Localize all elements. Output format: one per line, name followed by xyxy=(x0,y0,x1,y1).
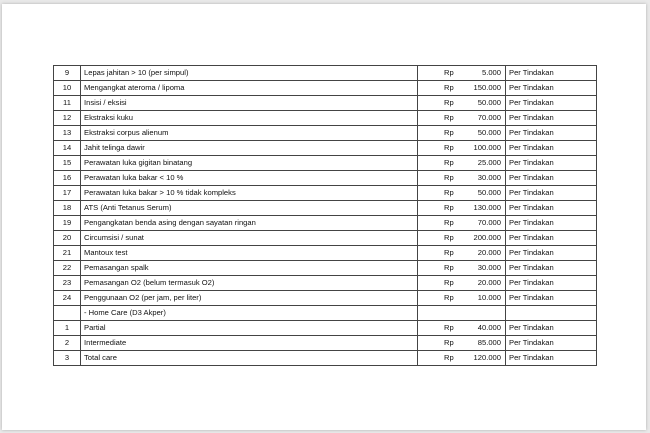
unit-cell xyxy=(506,306,597,321)
unit-cell: Per Tindakan xyxy=(506,351,597,366)
currency-cell: Rp xyxy=(418,231,465,246)
service-description-cell: - Home Care (D3 Akper) xyxy=(81,306,418,321)
row-number-cell: 15 xyxy=(54,156,81,171)
row-number-cell: 22 xyxy=(54,261,81,276)
currency-cell: Rp xyxy=(418,96,465,111)
service-description-cell: Perawatan luka bakar > 10 % tidak kompleks xyxy=(81,186,418,201)
row-number-cell: 24 xyxy=(54,291,81,306)
table-row xyxy=(54,141,597,156)
tariff-table xyxy=(53,65,597,366)
row-number-cell: 18 xyxy=(54,201,81,216)
row-number-cell: 9 xyxy=(54,66,81,81)
document-page xyxy=(2,4,646,430)
row-number-cell: 23 xyxy=(54,276,81,291)
amount-cell: 50.000 xyxy=(464,96,506,111)
table-row xyxy=(54,306,597,321)
currency-cell: Rp xyxy=(418,216,465,231)
service-description-cell: Ekstraksi kuku xyxy=(81,111,418,126)
row-number-cell xyxy=(54,306,81,321)
currency-cell: Rp xyxy=(418,66,465,81)
table-row xyxy=(54,321,597,336)
table-row xyxy=(54,96,597,111)
unit-cell: Per Tindakan xyxy=(506,96,597,111)
unit-cell: Per Tindakan xyxy=(506,231,597,246)
unit-cell: Per Tindakan xyxy=(506,186,597,201)
unit-cell: Per Tindakan xyxy=(506,291,597,306)
amount-cell: 85.000 xyxy=(464,336,506,351)
table-row xyxy=(54,261,597,276)
row-number-cell: 21 xyxy=(54,246,81,261)
row-number-cell: 17 xyxy=(54,186,81,201)
service-description-cell: Circumsisi / sunat xyxy=(81,231,418,246)
table-row xyxy=(54,276,597,291)
service-description-cell: Total care xyxy=(81,351,418,366)
amount-cell: 25.000 xyxy=(464,156,506,171)
service-description-cell: Pengangkatan benda asing dengan sayatan ringan xyxy=(81,216,418,231)
table-row xyxy=(54,81,597,96)
currency-cell: Rp xyxy=(418,111,465,126)
currency-cell: Rp xyxy=(418,336,465,351)
amount-cell: 20.000 xyxy=(464,246,506,261)
table-row xyxy=(54,126,597,141)
service-description-cell: Ekstraksi corpus alienum xyxy=(81,126,418,141)
service-description-cell: Pemasangan O2 (belum termasuk O2) xyxy=(81,276,418,291)
unit-cell: Per Tindakan xyxy=(506,261,597,276)
amount-cell: 40.000 xyxy=(464,321,506,336)
table-row xyxy=(54,231,597,246)
service-description-cell: Penggunaan O2 (per jam, per liter) xyxy=(81,291,418,306)
currency-cell: Rp xyxy=(418,81,465,96)
table-row xyxy=(54,246,597,261)
amount-cell: 130.000 xyxy=(464,201,506,216)
row-number-cell: 16 xyxy=(54,171,81,186)
unit-cell: Per Tindakan xyxy=(506,321,597,336)
amount-cell: 30.000 xyxy=(464,171,506,186)
currency-cell: Rp xyxy=(418,186,465,201)
currency-cell: Rp xyxy=(418,351,465,366)
table-row xyxy=(54,66,597,81)
service-description-cell: Jahit telinga dawir xyxy=(81,141,418,156)
unit-cell: Per Tindakan xyxy=(506,276,597,291)
amount-cell: 50.000 xyxy=(464,186,506,201)
unit-cell: Per Tindakan xyxy=(506,171,597,186)
amount-cell: 20.000 xyxy=(464,276,506,291)
row-number-cell: 2 xyxy=(54,336,81,351)
amount-cell: 10.000 xyxy=(464,291,506,306)
service-description-cell: Perawatan luka bakar < 10 % xyxy=(81,171,418,186)
amount-cell: 150.000 xyxy=(464,81,506,96)
unit-cell: Per Tindakan xyxy=(506,81,597,96)
row-number-cell: 3 xyxy=(54,351,81,366)
row-number-cell: 10 xyxy=(54,81,81,96)
unit-cell: Per Tindakan xyxy=(506,246,597,261)
unit-cell: Per Tindakan xyxy=(506,66,597,81)
tariff-table-body xyxy=(54,66,597,366)
service-description-cell: Pemasangan spalk xyxy=(81,261,418,276)
amount-cell: 200.000 xyxy=(464,231,506,246)
service-description-cell: Mengangkat ateroma / lipoma xyxy=(81,81,418,96)
currency-cell: Rp xyxy=(418,156,465,171)
service-description-cell: Perawatan luka gigitan binatang xyxy=(81,156,418,171)
currency-cell: Rp xyxy=(418,246,465,261)
unit-cell: Per Tindakan xyxy=(506,216,597,231)
amount-cell: 50.000 xyxy=(464,126,506,141)
amount-cell: 5.000 xyxy=(464,66,506,81)
amount-cell: 100.000 xyxy=(464,141,506,156)
row-number-cell: 14 xyxy=(54,141,81,156)
amount-cell: 70.000 xyxy=(464,216,506,231)
currency-cell: Rp xyxy=(418,261,465,276)
row-number-cell: 11 xyxy=(54,96,81,111)
row-number-cell: 20 xyxy=(54,231,81,246)
unit-cell: Per Tindakan xyxy=(506,111,597,126)
amount-cell: 70.000 xyxy=(464,111,506,126)
table-row xyxy=(54,291,597,306)
service-description-cell: Lepas jahitan > 10 (per simpul) xyxy=(81,66,418,81)
unit-cell: Per Tindakan xyxy=(506,201,597,216)
table-row xyxy=(54,156,597,171)
currency-cell: Rp xyxy=(418,141,465,156)
service-description-cell: Mantoux test xyxy=(81,246,418,261)
table-row xyxy=(54,201,597,216)
table-row xyxy=(54,111,597,126)
unit-cell: Per Tindakan xyxy=(506,141,597,156)
currency-cell xyxy=(418,306,465,321)
amount-cell: 30.000 xyxy=(464,261,506,276)
currency-cell: Rp xyxy=(418,126,465,141)
row-number-cell: 19 xyxy=(54,216,81,231)
currency-cell: Rp xyxy=(418,201,465,216)
currency-cell: Rp xyxy=(418,291,465,306)
table-row xyxy=(54,186,597,201)
unit-cell: Per Tindakan xyxy=(506,126,597,141)
service-description-cell: Insisi / eksisi xyxy=(81,96,418,111)
amount-cell: 120.000 xyxy=(464,351,506,366)
row-number-cell: 1 xyxy=(54,321,81,336)
table-row xyxy=(54,351,597,366)
currency-cell: Rp xyxy=(418,276,465,291)
row-number-cell: 12 xyxy=(54,111,81,126)
service-description-cell: ATS (Anti Tetanus Serum) xyxy=(81,201,418,216)
unit-cell: Per Tindakan xyxy=(506,156,597,171)
table-row xyxy=(54,171,597,186)
table-row xyxy=(54,336,597,351)
table-row xyxy=(54,216,597,231)
unit-cell: Per Tindakan xyxy=(506,336,597,351)
service-description-cell: Partial xyxy=(81,321,418,336)
amount-cell xyxy=(464,306,506,321)
service-description-cell: Intermediate xyxy=(81,336,418,351)
currency-cell: Rp xyxy=(418,321,465,336)
currency-cell: Rp xyxy=(418,171,465,186)
row-number-cell: 13 xyxy=(54,126,81,141)
